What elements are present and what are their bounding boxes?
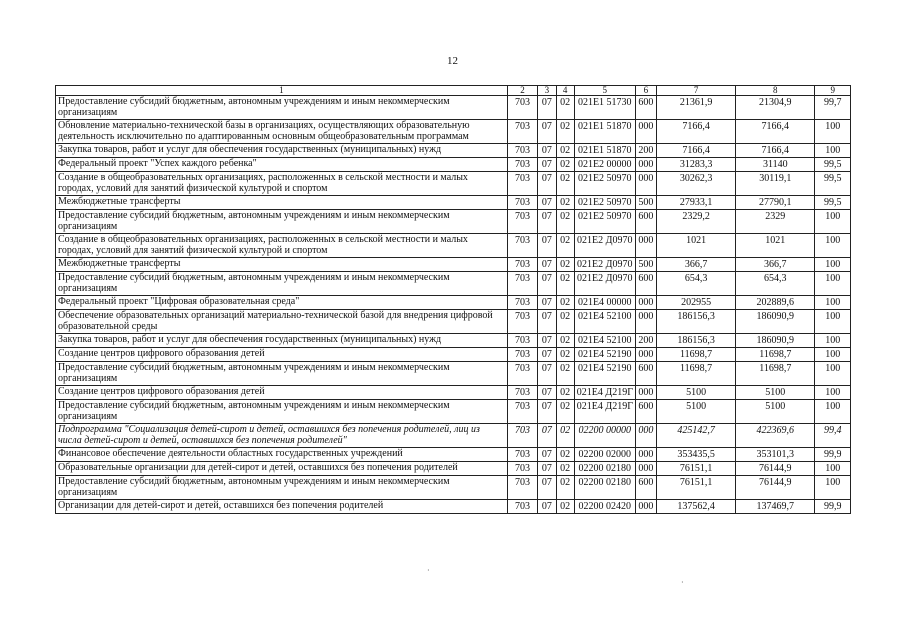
executed-amount: 186090,9 [736, 310, 815, 334]
chapter-code: 07 [538, 310, 556, 334]
subchapter-code: 02 [556, 172, 574, 196]
row-name: Межбюджетные трансферты [56, 258, 508, 272]
planned-amount: 186156,3 [657, 334, 736, 348]
table-row [56, 158, 851, 172]
expense-type-code: 500 [635, 258, 656, 272]
section-code: 703 [507, 476, 537, 500]
target-item-code: 021E2 50970 [574, 172, 635, 196]
execution-percent: 100 [815, 120, 851, 144]
target-item-code: 02200 02000 [574, 448, 635, 462]
executed-amount: 202889,6 [736, 296, 815, 310]
planned-amount: 654,3 [657, 272, 736, 296]
executed-amount: 21304,9 [736, 96, 815, 120]
section-code: 703 [507, 96, 537, 120]
planned-amount: 7166,4 [657, 144, 736, 158]
column-header: 2 [507, 86, 537, 96]
execution-percent: 99,9 [815, 448, 851, 462]
chapter-code: 07 [538, 96, 556, 120]
subchapter-code: 02 [556, 310, 574, 334]
section-code: 703 [507, 400, 537, 424]
subchapter-code: 02 [556, 448, 574, 462]
planned-amount: 5100 [657, 386, 736, 400]
execution-percent: 99,5 [815, 158, 851, 172]
chapter-code: 07 [538, 120, 556, 144]
column-header: 5 [574, 86, 635, 96]
section-code: 703 [507, 296, 537, 310]
section-code: 703 [507, 258, 537, 272]
table-row [56, 120, 851, 144]
expense-type-code: 000 [635, 500, 656, 514]
target-item-code: 021E2 50970 [574, 210, 635, 234]
planned-amount: 21361,9 [657, 96, 736, 120]
executed-amount: 31140 [736, 158, 815, 172]
planned-amount: 76151,1 [657, 476, 736, 500]
target-item-code: 02200 02420 [574, 500, 635, 514]
executed-amount: 7166,4 [736, 120, 815, 144]
table-row [56, 234, 851, 258]
target-item-code: 021E4 52190 [574, 348, 635, 362]
row-name: Предоставление субсидий бюджетным, автономным учреждениям и иным некоммерческим организациям [56, 476, 508, 500]
execution-percent: 100 [815, 234, 851, 258]
table-row [56, 386, 851, 400]
expense-type-code: 000 [635, 424, 656, 448]
expense-type-code: 600 [635, 96, 656, 120]
executed-amount: 353101,3 [736, 448, 815, 462]
planned-amount: 27933,1 [657, 196, 736, 210]
execution-percent: 100 [815, 462, 851, 476]
target-item-code: 02200 02180 [574, 462, 635, 476]
planned-amount: 202955 [657, 296, 736, 310]
execution-percent: 100 [815, 310, 851, 334]
row-name: Предоставление субсидий бюджетным, автономным учреждениям и иным некоммерческим организациям [56, 96, 508, 120]
subchapter-code: 02 [556, 334, 574, 348]
subchapter-code: 02 [556, 120, 574, 144]
scan-speck: · [427, 566, 430, 575]
planned-amount: 5100 [657, 400, 736, 424]
target-item-code: 021E4 52190 [574, 362, 635, 386]
execution-percent: 100 [815, 144, 851, 158]
expense-type-code: 000 [635, 462, 656, 476]
expense-type-code: 600 [635, 476, 656, 500]
subchapter-code: 02 [556, 96, 574, 120]
executed-amount: 137469,7 [736, 500, 815, 514]
execution-percent: 100 [815, 362, 851, 386]
subchapter-code: 02 [556, 296, 574, 310]
row-name: Создание центров цифрового образования детей [56, 386, 508, 400]
expense-type-code: 000 [635, 172, 656, 196]
table-row [56, 424, 851, 448]
executed-amount: 186090,9 [736, 334, 815, 348]
chapter-code: 07 [538, 234, 556, 258]
target-item-code: 021E2 00000 [574, 158, 635, 172]
section-code: 703 [507, 334, 537, 348]
section-code: 703 [507, 462, 537, 476]
target-item-code: 021E2 Д0970 [574, 258, 635, 272]
table-row [56, 476, 851, 500]
column-header: 4 [556, 86, 574, 96]
execution-percent: 99,9 [815, 500, 851, 514]
executed-amount: 11698,7 [736, 348, 815, 362]
table-row [56, 196, 851, 210]
section-code: 703 [507, 272, 537, 296]
execution-percent: 100 [815, 296, 851, 310]
target-item-code: 02200 00000 [574, 424, 635, 448]
column-header: 6 [635, 86, 656, 96]
planned-amount: 7166,4 [657, 120, 736, 144]
chapter-code: 07 [538, 334, 556, 348]
planned-amount: 11698,7 [657, 362, 736, 386]
subchapter-code: 02 [556, 144, 574, 158]
expense-type-code: 000 [635, 348, 656, 362]
section-code: 703 [507, 362, 537, 386]
row-name: Создание в общеобразовательных организациях, расположенных в сельской местности и малых городах, условий для занятий физической культурой и спортом [56, 172, 508, 196]
planned-amount: 1021 [657, 234, 736, 258]
expense-type-code: 000 [635, 310, 656, 334]
table-row [56, 334, 851, 348]
subchapter-code: 02 [556, 196, 574, 210]
target-item-code: 021E1 51870 [574, 120, 635, 144]
chapter-code: 07 [538, 476, 556, 500]
expense-type-code: 000 [635, 386, 656, 400]
target-item-code: 021E4 00000 [574, 296, 635, 310]
chapter-code: 07 [538, 348, 556, 362]
executed-amount: 7166,4 [736, 144, 815, 158]
chapter-code: 07 [538, 210, 556, 234]
subchapter-code: 02 [556, 462, 574, 476]
column-header: 9 [815, 86, 851, 96]
planned-amount: 11698,7 [657, 348, 736, 362]
planned-amount: 353435,5 [657, 448, 736, 462]
subchapter-code: 02 [556, 210, 574, 234]
executed-amount: 5100 [736, 386, 815, 400]
executed-amount: 30119,1 [736, 172, 815, 196]
section-code: 703 [507, 172, 537, 196]
row-name: Предоставление субсидий бюджетным, автономным учреждениям и иным некоммерческим организациям [56, 210, 508, 234]
executed-amount: 1021 [736, 234, 815, 258]
row-name: Предоставление субсидий бюджетным, автономным учреждениям и иным некоммерческим организациям [56, 400, 508, 424]
subchapter-code: 02 [556, 272, 574, 296]
chapter-code: 07 [538, 144, 556, 158]
target-item-code: 021E4 52100 [574, 310, 635, 334]
chapter-code: 07 [538, 386, 556, 400]
chapter-code: 07 [538, 196, 556, 210]
section-code: 703 [507, 196, 537, 210]
section-code: 703 [507, 310, 537, 334]
planned-amount: 425142,7 [657, 424, 736, 448]
expense-type-code: 200 [635, 144, 656, 158]
section-code: 703 [507, 158, 537, 172]
table-row [56, 296, 851, 310]
expense-type-code: 600 [635, 400, 656, 424]
subchapter-code: 02 [556, 158, 574, 172]
execution-percent: 99,7 [815, 96, 851, 120]
table-row [56, 448, 851, 462]
row-name: Организации для детей-сирот и детей, оставшихся без попечения родителей [56, 500, 508, 514]
row-name: Создание в общеобразовательных организациях, расположенных в сельской местности и малых городах, условий для занятий физической культурой и спортом [56, 234, 508, 258]
chapter-code: 07 [538, 448, 556, 462]
executed-amount: 2329 [736, 210, 815, 234]
row-name: Закупка товаров, работ и услуг для обеспечения государственных (муниципальных) нужд [56, 334, 508, 348]
target-item-code: 021E2 50970 [574, 196, 635, 210]
page-number: 12 [447, 55, 458, 67]
subchapter-code: 02 [556, 400, 574, 424]
execution-percent: 99,4 [815, 424, 851, 448]
expense-type-code: 000 [635, 234, 656, 258]
execution-percent: 100 [815, 348, 851, 362]
target-item-code: 02200 02180 [574, 476, 635, 500]
table-row [56, 272, 851, 296]
row-name: Предоставление субсидий бюджетным, автономным учреждениям и иным некоммерческим организациям [56, 272, 508, 296]
section-code: 703 [507, 386, 537, 400]
expense-type-code: 600 [635, 210, 656, 234]
executed-amount: 76144,9 [736, 476, 815, 500]
row-name: Обеспечение образовательных организаций материально-технической базой для внедрения цифровой образовательной среды [56, 310, 508, 334]
section-code: 703 [507, 424, 537, 448]
execution-percent: 100 [815, 476, 851, 500]
expense-type-code: 200 [635, 334, 656, 348]
executed-amount: 27790,1 [736, 196, 815, 210]
table-row [56, 210, 851, 234]
chapter-code: 07 [538, 296, 556, 310]
column-header: 8 [736, 86, 815, 96]
table-row [56, 348, 851, 362]
executed-amount: 11698,7 [736, 362, 815, 386]
table-row [56, 400, 851, 424]
chapter-code: 07 [538, 500, 556, 514]
planned-amount: 31283,3 [657, 158, 736, 172]
column-header: 3 [538, 86, 556, 96]
row-name: Закупка товаров, работ и услуг для обеспечения государственных (муниципальных) нужд [56, 144, 508, 158]
subchapter-code: 02 [556, 348, 574, 362]
execution-percent: 100 [815, 386, 851, 400]
column-header: 1 [56, 86, 508, 96]
subchapter-code: 02 [556, 386, 574, 400]
table-row [56, 500, 851, 514]
planned-amount: 186156,3 [657, 310, 736, 334]
table-body [56, 96, 851, 514]
table-row [56, 172, 851, 196]
table-row [56, 310, 851, 334]
row-name: Подпрограмма "Социализация детей-сирот и детей, оставшихся без попечения родителей, лиц из числа детей-сирот и детей, оставшихся без попечения родителей" [56, 424, 508, 448]
chapter-code: 07 [538, 462, 556, 476]
execution-percent: 100 [815, 258, 851, 272]
expense-type-code: 000 [635, 120, 656, 144]
table-row [56, 144, 851, 158]
execution-percent: 99,5 [815, 172, 851, 196]
execution-percent: 100 [815, 334, 851, 348]
chapter-code: 07 [538, 172, 556, 196]
section-code: 703 [507, 120, 537, 144]
planned-amount: 30262,3 [657, 172, 736, 196]
executed-amount: 76144,9 [736, 462, 815, 476]
column-header: 7 [657, 86, 736, 96]
target-item-code: 021E2 Д0970 [574, 272, 635, 296]
table-header-row [56, 86, 851, 96]
subchapter-code: 02 [556, 234, 574, 258]
scan-speck: · [681, 578, 684, 587]
subchapter-code: 02 [556, 362, 574, 386]
planned-amount: 76151,1 [657, 462, 736, 476]
expense-type-code: 600 [635, 272, 656, 296]
budget-table [55, 85, 851, 514]
subchapter-code: 02 [556, 500, 574, 514]
executed-amount: 366,7 [736, 258, 815, 272]
execution-percent: 99,5 [815, 196, 851, 210]
execution-percent: 100 [815, 400, 851, 424]
target-item-code: 021E1 51730 [574, 96, 635, 120]
table-row [56, 258, 851, 272]
table-row [56, 96, 851, 120]
chapter-code: 07 [538, 258, 556, 272]
section-code: 703 [507, 348, 537, 362]
row-name: Межбюджетные трансферты [56, 196, 508, 210]
expense-type-code: 500 [635, 196, 656, 210]
chapter-code: 07 [538, 362, 556, 386]
row-name: Федеральный проект "Успех каждого ребенка" [56, 158, 508, 172]
execution-percent: 100 [815, 272, 851, 296]
chapter-code: 07 [538, 424, 556, 448]
subchapter-code: 02 [556, 424, 574, 448]
executed-amount: 422369,6 [736, 424, 815, 448]
row-name: Финансовое обеспечение деятельности областных государственных учреждений [56, 448, 508, 462]
executed-amount: 5100 [736, 400, 815, 424]
execution-percent: 100 [815, 210, 851, 234]
section-code: 703 [507, 500, 537, 514]
executed-amount: 654,3 [736, 272, 815, 296]
planned-amount: 2329,2 [657, 210, 736, 234]
target-item-code: 021E1 51870 [574, 144, 635, 158]
table-row [56, 362, 851, 386]
row-name: Обновление материально-технической базы в организациях, осуществляющих образовательную деятельность исключительно по адаптированным основным общеобразовательным программам [56, 120, 508, 144]
row-name: Образовательные организации для детей-сирот и детей, оставшихся без попечения родителей [56, 462, 508, 476]
planned-amount: 366,7 [657, 258, 736, 272]
expense-type-code: 000 [635, 158, 656, 172]
planned-amount: 137562,4 [657, 500, 736, 514]
target-item-code: 021E2 Д0970 [574, 234, 635, 258]
target-item-code: 021E4 52100 [574, 334, 635, 348]
table-row [56, 462, 851, 476]
target-item-code: 021E4 Д219Г [574, 400, 635, 424]
chapter-code: 07 [538, 158, 556, 172]
expense-type-code: 000 [635, 296, 656, 310]
section-code: 703 [507, 210, 537, 234]
section-code: 703 [507, 234, 537, 258]
section-code: 703 [507, 448, 537, 462]
chapter-code: 07 [538, 272, 556, 296]
row-name: Федеральный проект "Цифровая образовательная среда" [56, 296, 508, 310]
row-name: Создание центров цифрового образования детей [56, 348, 508, 362]
expense-type-code: 000 [635, 448, 656, 462]
section-code: 703 [507, 144, 537, 158]
row-name: Предоставление субсидий бюджетным, автономным учреждениям и иным некоммерческим организациям [56, 362, 508, 386]
expense-type-code: 600 [635, 362, 656, 386]
target-item-code: 021E4 Д219Г [574, 386, 635, 400]
subchapter-code: 02 [556, 476, 574, 500]
chapter-code: 07 [538, 400, 556, 424]
subchapter-code: 02 [556, 258, 574, 272]
